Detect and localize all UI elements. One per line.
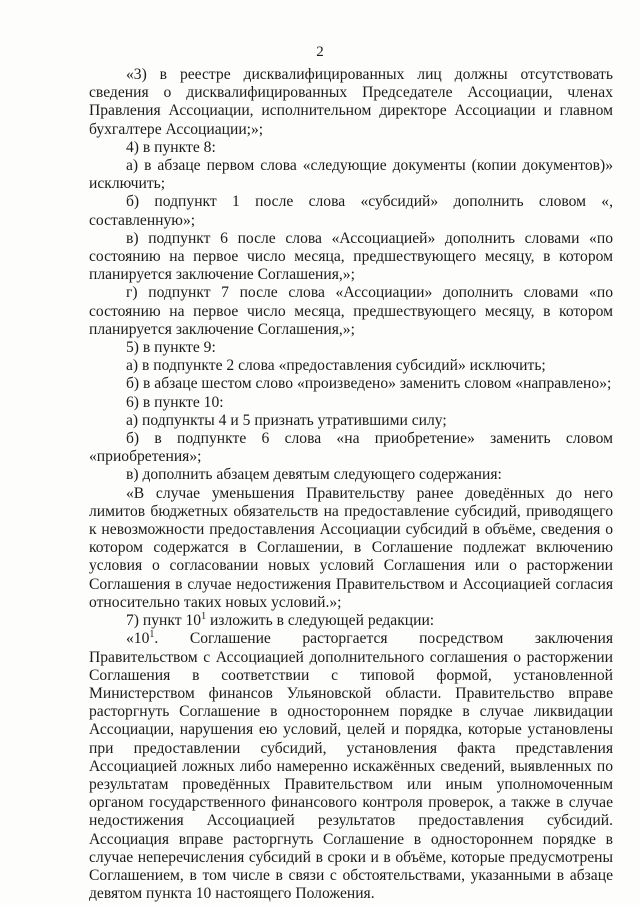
document-body xyxy=(89,66,613,903)
paragraph-item-6b: б) в подпункте 6 слова «на приобретение» заменить словом «приобретения»; xyxy=(89,430,613,466)
paragraph-item-5b: б) в абзаце шестом слово «произведено» заменить словом «направлено»; xyxy=(126,375,612,393)
paragraph-item-4a: а) в абзаце первом слова «следующие документы (копии документов)» исключить; xyxy=(89,157,613,193)
point-10-1-tail: . Соглашение расторгается посредством заключения Правительством с Ассоциацией дополнительного соглашения о расторжении Соглашения в соответствии с типовой формой, установленной Министерством финансов Ульяновской области. Правительство вправе расторгнуть Соглашение в одностороннем порядке в случае ликвидации Ассоциации, нарушения ею условий, целей и порядка, которые установлены при предоставлении субсидий, установления факта представления Ассоциацией ложных либо намеренно искажённых сведений, выявленных по результатам проведённых Правительством или иным уполномоченным органом государственного финансового контроля проверок, а также в случае недостижения Ассоциацией результатов предоставления субсидий. Ассоциация вправе расторгнуть Соглашение в одностороннем порядке в случае неперечисления субсидий в сроки и в объёме, которые предусмотрены Соглашением, в том числе в связи с обстоятельствами, указанными в абзаце девятом пункта 10 настоящего Положения. xyxy=(89,630,613,903)
paragraph-item-6v: в) дополнить абзацем девятым следующего содержания: xyxy=(126,466,502,484)
page-number: 2 xyxy=(316,44,324,60)
point-10-1-text: «10 xyxy=(126,630,150,648)
item-7-superscript: 1 xyxy=(201,610,207,622)
paragraph-item-4-heading: 4) в пункте 8: xyxy=(126,138,216,156)
paragraph-item-5a: а) в подпункте 2 слова «предоставления субсидий» исключить; xyxy=(126,357,546,375)
point-10-1-superscript: 1 xyxy=(149,629,155,641)
item-7-tail: изложить в следующей редакции: xyxy=(206,612,435,630)
paragraph-item-7-heading xyxy=(89,612,613,630)
paragraph-new-abzac-9: «В случае уменьшения Правительству ранее доведённых до него лимитов бюджетных обязательств на предоставление субсидий, приводящего к невозможности предоставления Ассоциации субсидий в объёме, сведения о котором содержатся в Соглашении, в Соглашение подлежат включению условия о согласовании новых условий Соглашения или о расторжении Соглашения в случае недостижения Правительством и Ассоциацией согласия относительно таких новых условий.»; xyxy=(89,484,613,611)
paragraph-item-4b: б) подпункт 1 после слова «субсидий» дополнить словом «, составленную»; xyxy=(89,193,613,229)
paragraph-item-4v: в) подпункт 6 после слова «Ассоциацией» дополнить словами «по состоянию на первое число месяца, предшествующего месяцу, в котором планируется заключение Соглашения,»; xyxy=(89,229,613,284)
paragraph-qualification: «3) в реестре дисквалифицированных лиц должны отсутствовать сведения о дисквалифицированных Председателе Ассоциации, членах Правления Ассоциации, исполнительном директоре Ассоциации и главном бухгалтере Ассоциации;»; xyxy=(89,66,613,138)
paragraph-item-6a: а) подпункты 4 и 5 признать утратившими силу; xyxy=(126,411,447,429)
paragraph-item-4g: г) подпункт 7 после слова «Ассоциации» дополнить словами «по состоянию на первое число месяца, предшествующего месяцу, в котором планируется заключение Соглашения,»; xyxy=(89,284,613,338)
item-7-text: 7) пункт 10 xyxy=(126,612,202,630)
paragraph-point-10-1 xyxy=(89,630,613,903)
paragraph-item-6-heading: 6) в пункте 10: xyxy=(126,393,224,411)
paragraph-item-5-heading: 5) в пункте 9: xyxy=(126,339,216,357)
